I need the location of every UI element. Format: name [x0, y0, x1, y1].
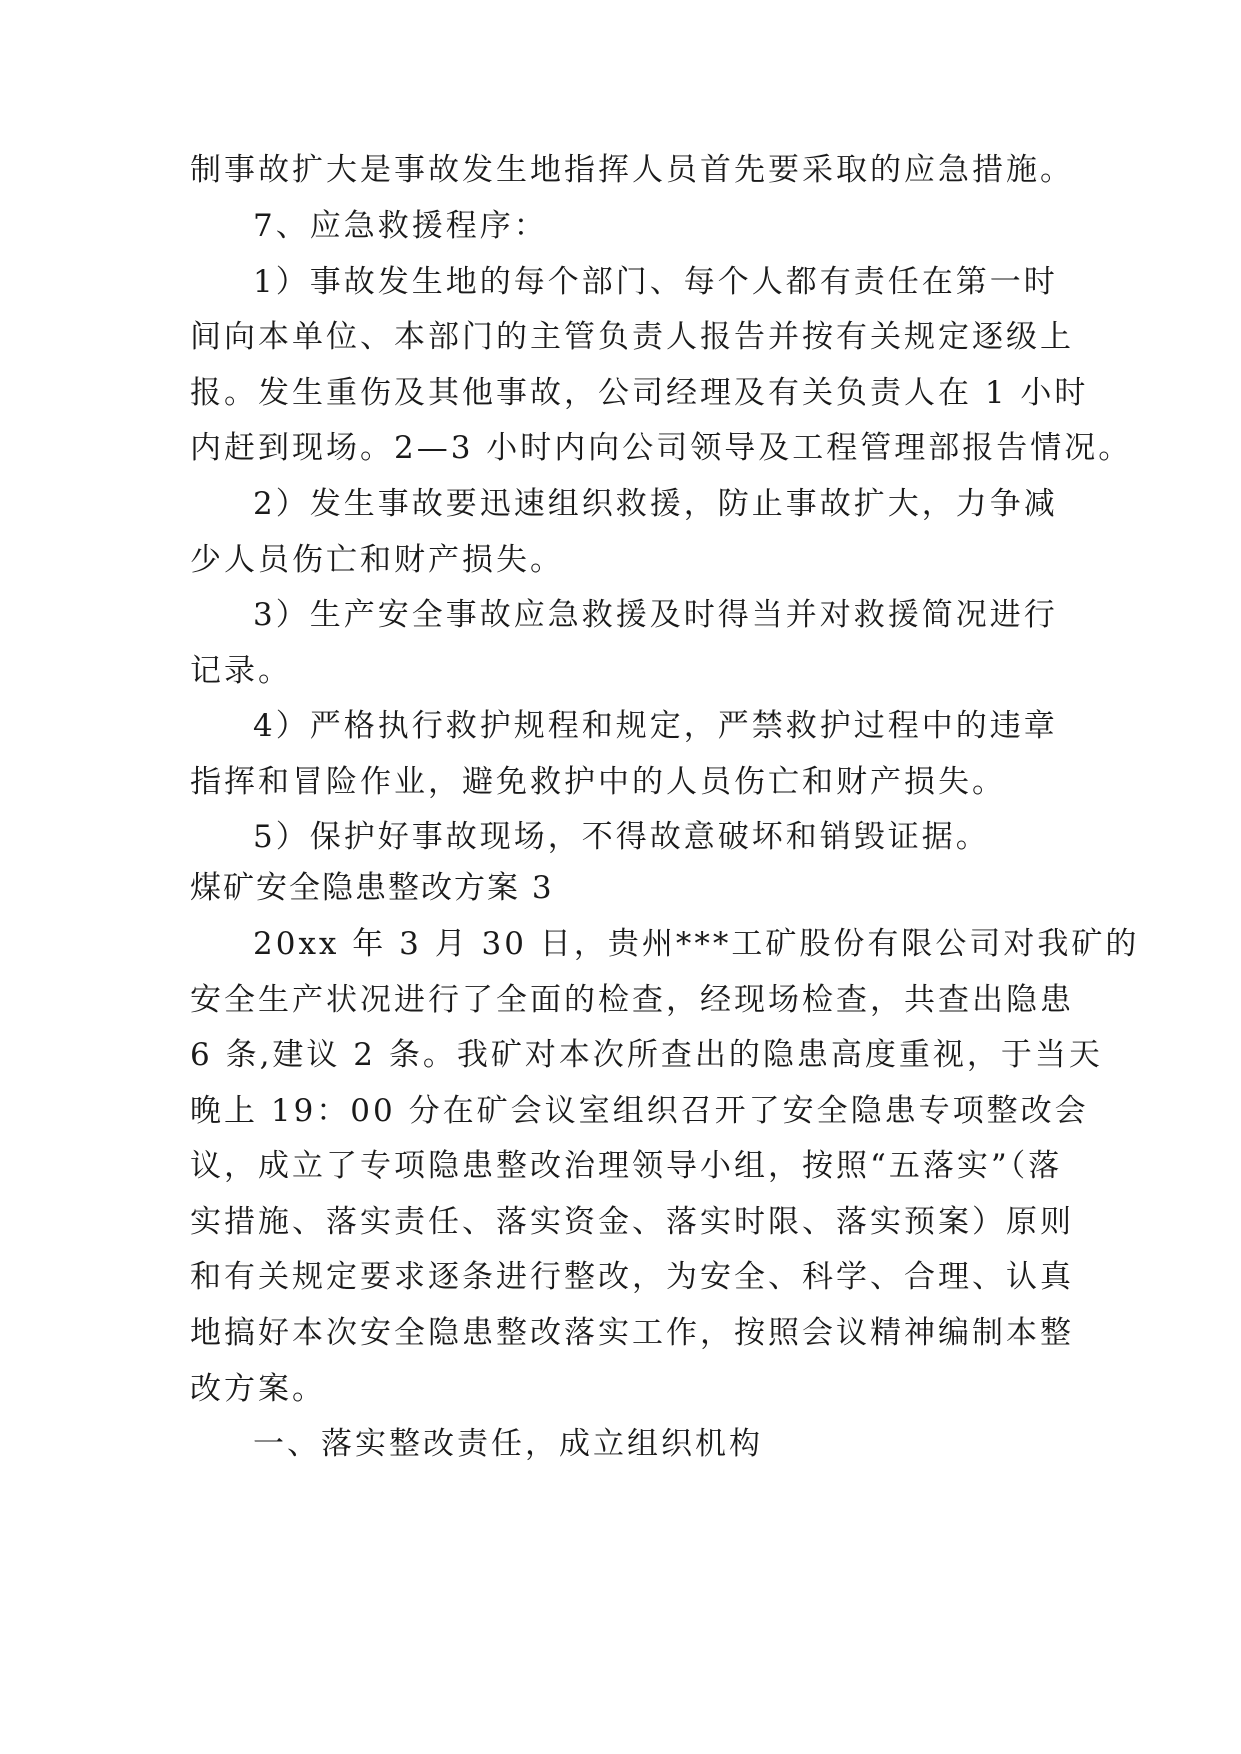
- text-line: 指挥和冒险作业，避免救护中的人员伤亡和财产损失。: [190, 764, 1006, 800]
- text-line: 议，成立了专项隐患整改治理领导小组，按照“五落实”（落: [190, 1148, 1063, 1184]
- text-line: 实措施、落实责任、落实资金、落实时限、落实预案）原则: [190, 1204, 1074, 1240]
- text-line: 2）发生事故要迅速组织救援，防止事故扩大，力争减: [253, 486, 1058, 522]
- text-line: 改方案。: [190, 1371, 326, 1407]
- text-line: 安全生产状况进行了全面的检查，经现场检查，共查出隐患: [190, 982, 1074, 1018]
- text-line: 地搞好本次安全隐患整改落实工作，按照会议精神编制本整: [190, 1315, 1074, 1351]
- document-title: 煤矿安全隐患整改方案 3: [190, 870, 554, 906]
- text-line: 20xx 年 3 月 30 日，贵州***工矿股份有限公司对我矿的: [253, 926, 1140, 962]
- text-line: 晚上 19：00 分在矿会议室组织召开了安全隐患专项整改会: [190, 1093, 1089, 1129]
- text-line: 报。发生重伤及其他事故，公司经理及有关负责人在 1 小时: [190, 375, 1089, 411]
- text-line: 内赶到现场。2—3 小时内向公司领导及工程管理部报告情况。: [190, 430, 1133, 466]
- section-heading-rectification: 一、落实整改责任，成立组织机构: [253, 1426, 763, 1462]
- text-line: 3）生产安全事故应急救援及时得当并对救援简况进行: [253, 597, 1058, 633]
- text-line: 6 条,建议 2 条。我矿对本次所查出的隐患高度重视，于当天: [190, 1037, 1103, 1073]
- text-line: 4）严格执行救护规程和规定，严禁救护过程中的违章: [253, 708, 1058, 744]
- section-heading-emergency-procedure: 7、应急救援程序：: [253, 208, 548, 244]
- text-line: 记录。: [190, 653, 292, 689]
- text-line: 间向本单位、本部门的主管负责人报告并按有关规定逐级上: [190, 319, 1074, 355]
- text-line: 5）保护好事故现场，不得故意破坏和销毁证据。: [253, 819, 990, 855]
- text-line: 少人员伤亡和财产损失。: [190, 542, 564, 578]
- text-line: 制事故扩大是事故发生地指挥人员首先要采取的应急措施。: [190, 152, 1074, 188]
- text-line: 和有关规定要求逐条进行整改，为安全、科学、合理、认真: [190, 1259, 1074, 1295]
- text-line: 1）事故发生地的每个部门、每个人都有责任在第一时: [253, 264, 1058, 300]
